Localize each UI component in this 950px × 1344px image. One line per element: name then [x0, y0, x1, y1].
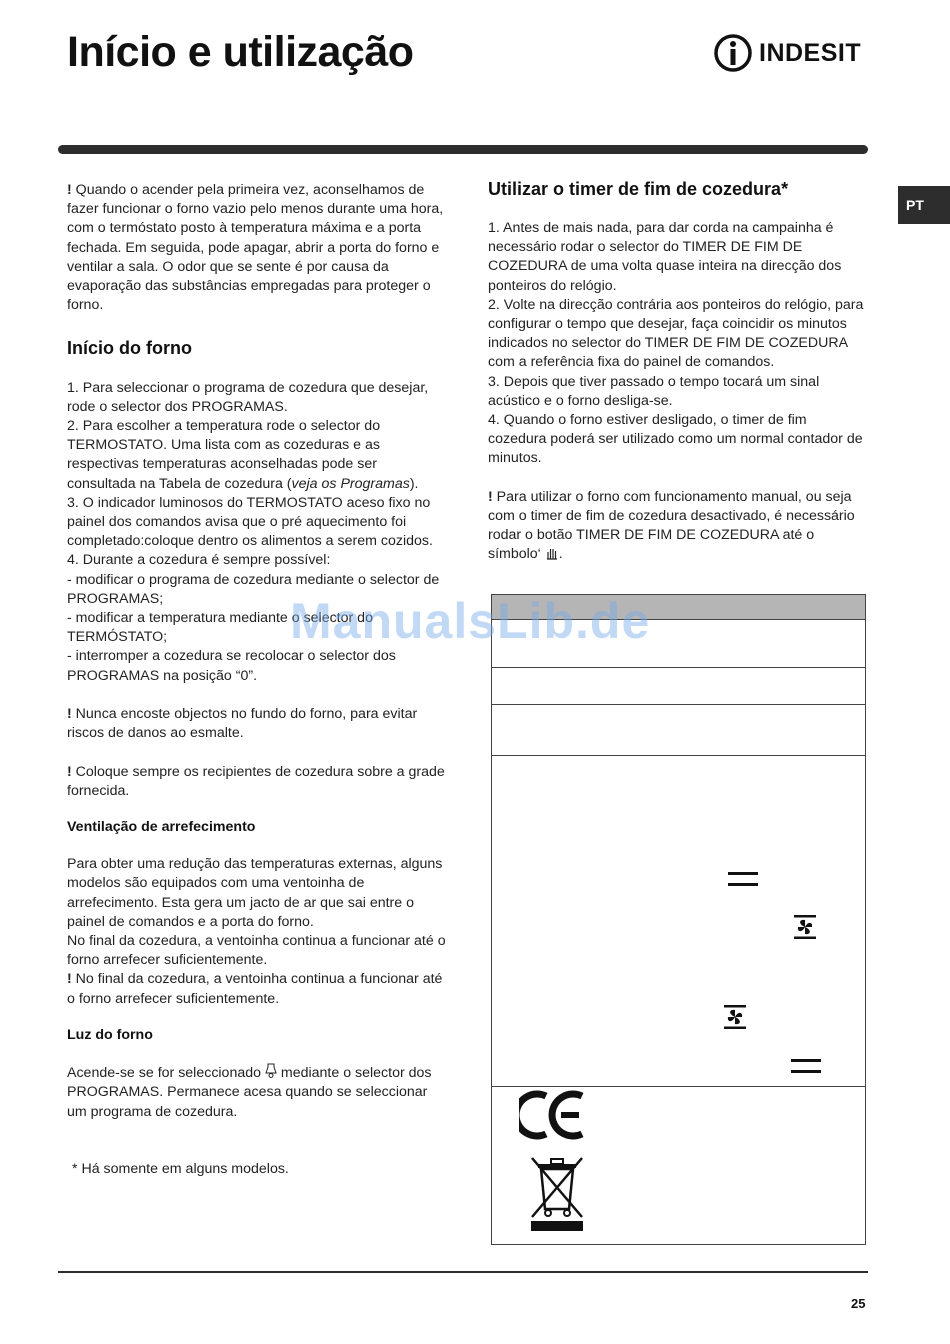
page-number: 25 — [851, 1296, 866, 1311]
start-step-4: 4. Durante a cozedura é sempre possível: — [67, 552, 331, 569]
watermark: ManualsLib.de — [290, 593, 651, 649]
ce-mark-icon — [519, 1088, 585, 1142]
section-heading-timer: Utilizar o timer de fim de cozedura* — [488, 179, 789, 199]
manual-hand-icon — [545, 546, 559, 560]
timer-step-4: 4. Quando o forno estiver desligado, o timer de fim cozedura poderá ser utilizado como um normal contador de minutos. — [488, 412, 863, 467]
language-tab: PT — [898, 186, 950, 224]
start-step-4-c: - interromper a cozedura se recolocar o selector dos PROGRAMAS na posição “0”. — [67, 648, 396, 684]
light-text: Acende-se se for seleccionado mediante o selector dos PROGRAMAS. Permanece acesa quando se seleccionar um programa de cozedura. — [67, 1065, 432, 1120]
timer-step-3: 3. Depois que tiver passado o tempo tocará um sinal acústico e o forno desliga-se. — [488, 373, 820, 409]
page-title: Início e utilização — [67, 28, 414, 76]
timer-step-2: 2. Volte na direcção contrária aos ponteiros do relógio, para configurar o tempo que desejar, faça coincidir os minutos indicados no selector do TIMER DE FIM DE COZEDURA com a referência fixa do painel de comandos. — [488, 296, 864, 371]
table-divider — [632, 667, 865, 668]
ventilation-warning: ! No final da cozedura, a ventoinha continua a funcionar até o forno arrefecer suficientemente. — [67, 971, 443, 1007]
intro-paragraph: ! Quando o acender pela primeira vez, aconselhamos de fazer funcionar o forno vazio pelo menos durante uma hora, com o termóstato posto à temperatura máxima e a porta fechada. Em seguida, pode apagar, abrir a porta do forno e ventilar a sala. O odor que se sente é por causa da evaporação das substâncias empregadas para proteger o forno. — [67, 182, 444, 314]
fan-heat-icon — [794, 915, 816, 939]
table-divider — [492, 704, 865, 705]
weee-bin-icon — [529, 1155, 585, 1231]
right-column — [488, 219, 866, 565]
footnote: * Há somente em alguns modelos. — [72, 1161, 289, 1178]
bottom-divider — [58, 1271, 868, 1273]
start-step-4-a: - modificar o programa de cozedura mediante o selector de PROGRAMAS; — [67, 571, 440, 607]
warning-grid: ! Coloque sempre os recipientes de cozedura sobre a grade fornecida. — [67, 763, 445, 799]
indesit-logo-icon — [713, 33, 753, 73]
start-step-3: 3. O indicador luminosos do TERMOSTATO aceso fixo no painel dos comandos avisa que o pré aquecimento foi completado:coloque dentro os alimentos a serem cozidos. — [67, 494, 433, 550]
left-column — [67, 181, 447, 1179]
table-divider — [492, 1086, 865, 1087]
brand-name: INDESIT — [759, 38, 862, 67]
top-bottom-heat-icon — [728, 871, 758, 887]
ventilation-text: Para obter uma redução das temperaturas externas, alguns modelos são equipados com uma ventoinha de arrefecimento. Esta gera um jacto de ar que sai entre o painel de comandos e a porta do forno. — [67, 856, 443, 930]
warning-enamel: ! Nunca encoste objectos no fundo do forno, para evitar riscos de danos ao esmalte. — [67, 706, 418, 742]
section-heading-start: Início do forno — [67, 338, 192, 359]
start-step-4-b: - modificar a temperatura mediante o selector do TERMÓSTATO; — [67, 610, 373, 646]
timer-step-1: 1. Antes de mais nada, para dar corda na campainha é necessário rodar o selector do TIMER DE FIM DE COZEDURA de uma volta quase inteira na direcção dos ponteiros do relógio. — [488, 220, 842, 294]
start-step-2: 2. Para escolher a temperatura rode o selector do TERMOSTATO. Uma lista com as cozeduras e as respectivas temperaturas aconselhadas pode ser consultada na Tabela de cozedura (veja os Programas). — [67, 418, 419, 492]
brand-logo — [713, 33, 861, 73]
warning-mark: ! — [67, 182, 72, 198]
start-step-1: 1. Para seleccionar o programa de cozedura que desejar, rode o selector dos PROGRAMAS. — [67, 379, 429, 415]
section-heading-light: Luz do forno — [67, 1026, 153, 1043]
table-divider — [492, 755, 865, 756]
manual-mode-note: ! Para utilizar o forno com funcionamento manual, ou seja com o timer de fim de cozedura desactivado, é necessário rodar o botão TIMER DE FIM DE COZEDURA até o símbolo‘ . — [488, 488, 855, 563]
section-heading-ventilation: Ventilação de arrefecimento — [67, 819, 256, 836]
top-bottom-heat-icon — [791, 1058, 821, 1074]
oven-lamp-icon — [265, 1063, 277, 1079]
fan-icon — [724, 1005, 746, 1029]
ventilation-text-2: No final da cozedura, a ventoinha continua a funcionar até o forno arrefecer suficientemente. — [67, 933, 446, 969]
programs-table — [491, 594, 866, 1245]
table-divider — [492, 667, 632, 668]
top-divider — [58, 145, 868, 154]
